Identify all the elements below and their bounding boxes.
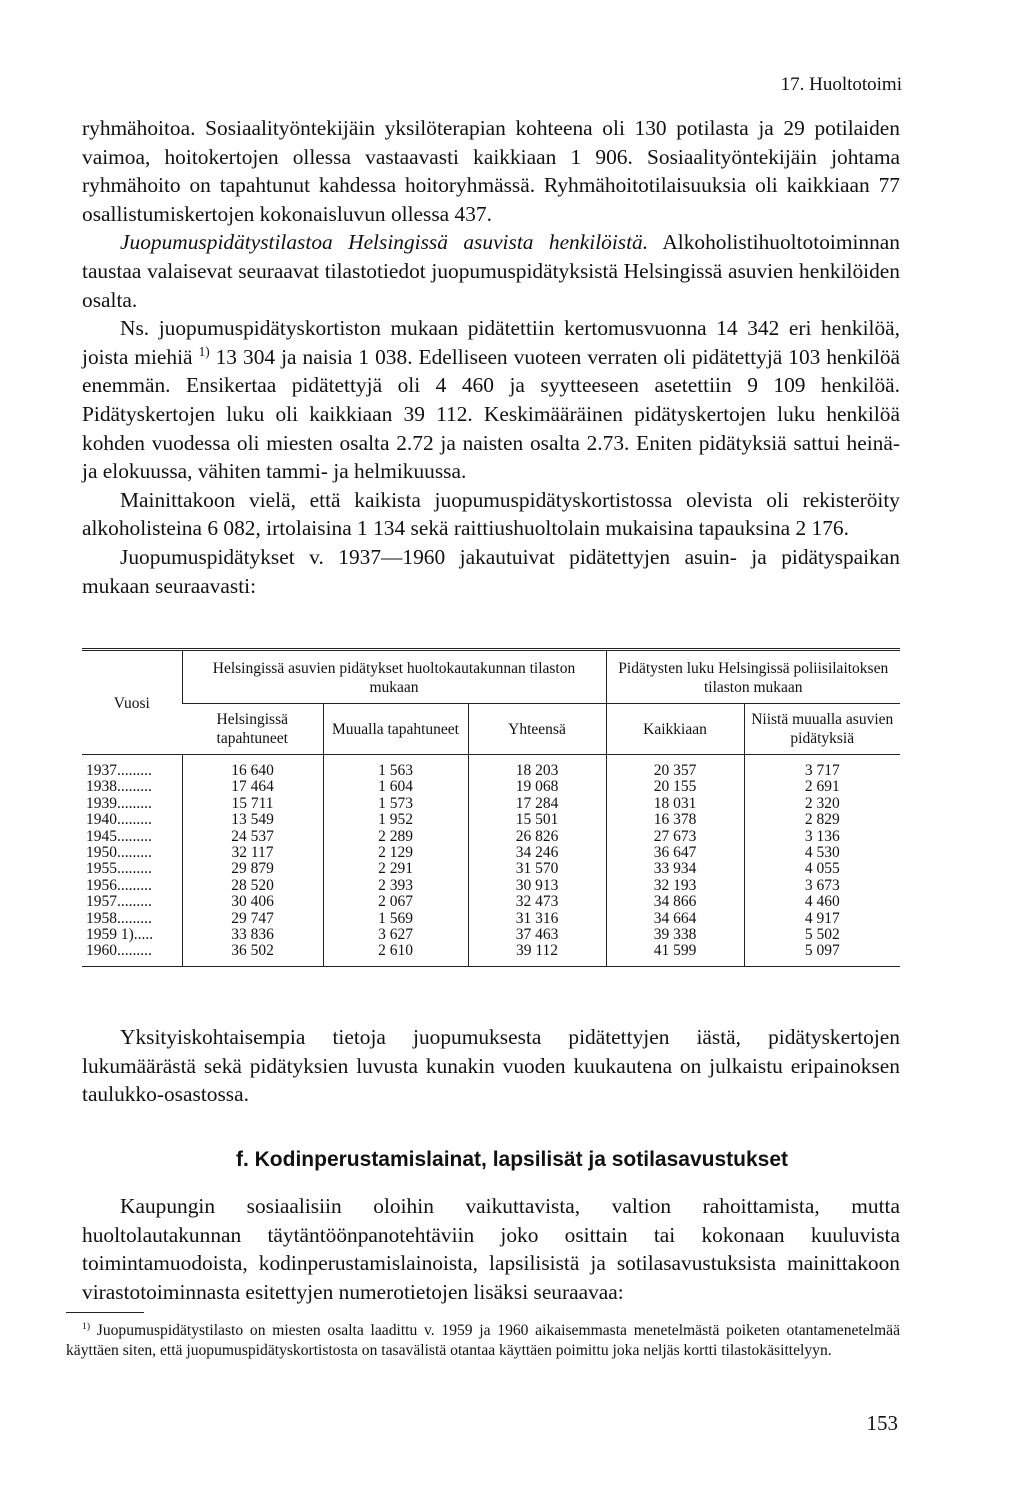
cell-elsewhere: 1 573 — [323, 796, 468, 812]
cell-elsewhere: 1 604 — [323, 779, 468, 795]
cell-helsinki: 16 640 — [182, 755, 323, 780]
cell-all: 27 673 — [606, 829, 744, 845]
paragraph-2 — [82, 228, 900, 314]
table-row — [82, 894, 900, 910]
table-row — [82, 755, 900, 780]
cell-year — [82, 779, 182, 795]
cell-nonresident: 2 829 — [744, 812, 900, 828]
running-head: 17. Huoltotoimi — [780, 74, 902, 95]
cell-all: 20 155 — [606, 779, 744, 795]
paragraph-6: Yksityiskohtaisempia tietoja juopumuksesta pidätettyjen iästä, pidätyskertojen lukumäärästä sekä pidätyksien luvusta kunakin vuoden kuukautena on julkaistu eripainoksen taulukko-osastossa. — [82, 1025, 900, 1107]
cell-total: 31 316 — [468, 911, 606, 927]
section-heading: f. Kodinperustamislainat, lapsilisät ja sotilasavustukset — [235, 1148, 788, 1171]
table-row — [82, 812, 900, 828]
year-label: 1955 — [86, 860, 117, 878]
footnote-rule — [66, 1312, 144, 1313]
footnote-text: Juopumuspidätystilasto on miesten osalta laadittu v. 1959 ja 1960 aikaisemmasta menetelmästä poiketen otantamenetelmää käyttäen siten, että juopumuspidätyskortistosta on tasavälistä otantaa käyttäen poimittu joka neljäs kortti tilastokäsittelyyn. — [66, 1322, 900, 1359]
cell-total: 34 246 — [468, 845, 606, 861]
paragraph-3-a: Ns. juopumuspidätyskortiston mukaan pidätettiin kertomusvuonna 14 342 eri henkilöä, joista miehiä — [82, 316, 900, 369]
cell-total: 26 826 — [468, 829, 606, 845]
cell-total: 39 112 — [468, 943, 606, 965]
cell-helsinki: 29 747 — [182, 911, 323, 927]
cell-all: 18 031 — [606, 796, 744, 812]
leader-dots: ......... — [117, 909, 152, 927]
cell-year — [82, 812, 182, 828]
paragraph-3-b: 13 304 ja naisia 1 038. Edelliseen vuoteen verraten oli pidätettyjä 103 henkilöä enemmän. Ensikertaa pidätettyjä oli 4 460 ja syytteeseen asetettiin 9 109 henkilöä. Pidätyskertojen luku oli kaikkiaan 39 112. Keskimääräinen pidätyskertojen luku henkilöä kohden vuodessa oli miesten osalta 2.72 ja naisten osalta 2.73. Eniten pidätyksiä sattui heinä- ja elokuussa, vähiten tammi- ja helmikuussa. — [82, 344, 901, 484]
cell-all: 34 664 — [606, 911, 744, 927]
year-label: 1938 — [86, 778, 117, 796]
cell-nonresident: 2 320 — [744, 796, 900, 812]
cell-total: 32 473 — [468, 894, 606, 910]
year-label: 1950 — [86, 844, 117, 862]
cell-nonresident: 4 530 — [744, 845, 900, 861]
footnote — [66, 1321, 900, 1361]
cell-year — [82, 829, 182, 845]
leader-dots: ......... — [117, 762, 152, 779]
paragraph-7: Kaupungin sosiaalisiin oloihin vaikuttavista, valtion rahoittamista, mutta huoltolautakunnan täytäntöönpanotehtäviin joko osittain tai kokonaan kuuluvista toimintamuodoista, kodinperustamislainoista, lapsilisistä ja sotilasavustuksista mainittakoon virastotoiminnasta esitettyjen numerotietojen lisäksi seuraavaa: — [82, 1194, 900, 1304]
cell-nonresident: 3 673 — [744, 878, 900, 894]
cell-elsewhere: 2 067 — [323, 894, 468, 910]
table-row — [82, 878, 900, 894]
cell-nonresident: 4 460 — [744, 894, 900, 910]
cell-total: 17 284 — [468, 796, 606, 812]
leader-dots: ......... — [117, 876, 152, 894]
page-number: 153 — [866, 1411, 898, 1435]
cell-helsinki: 28 520 — [182, 878, 323, 894]
year-label: 1957 — [86, 893, 117, 911]
leader-dots: ......... — [117, 827, 152, 845]
cell-all: 16 378 — [606, 812, 744, 828]
header-group-1: Helsingissä asuvien pidätykset huoltokautakunnan tilaston mukaan — [182, 650, 606, 704]
cell-all: 41 599 — [606, 943, 744, 965]
leader-dots: ......... — [117, 794, 152, 812]
cell-nonresident: 5 097 — [744, 943, 900, 965]
body-text-top — [82, 114, 900, 600]
body-text-section — [82, 1192, 900, 1306]
table-row — [82, 779, 900, 795]
cell-elsewhere: 2 291 — [323, 861, 468, 877]
footnote-mark: 1) — [82, 1320, 91, 1332]
cell-year — [82, 878, 182, 894]
year-label: 1959 1) — [86, 926, 134, 944]
leader-dots: ......... — [117, 942, 152, 960]
paragraph-3 — [82, 314, 900, 486]
cell-total: 37 463 — [468, 927, 606, 943]
cell-nonresident: 2 691 — [744, 779, 900, 795]
year-label: 1940 — [86, 811, 117, 829]
cell-helsinki: 17 464 — [182, 779, 323, 795]
cell-all: 36 647 — [606, 845, 744, 861]
cell-helsinki: 24 537 — [182, 829, 323, 845]
leader-dots: ......... — [117, 778, 152, 796]
header-total: Yhteensä — [468, 704, 606, 755]
cell-elsewhere: 2 129 — [323, 845, 468, 861]
table-row — [82, 943, 900, 965]
cell-year — [82, 861, 182, 877]
cell-nonresident: 3 136 — [744, 829, 900, 845]
year-label: 1939 — [86, 794, 117, 812]
cell-year — [82, 755, 182, 780]
cell-all: 33 934 — [606, 861, 744, 877]
cell-helsinki: 29 879 — [182, 861, 323, 877]
paragraph-2-text: Alkoholistihuoltotoiminnan taustaa valaisevat seuraavat tilastotiedot juopumuspidätyksistä Helsingissä asuvien henkilöiden osalta. — [82, 230, 900, 312]
year-label: 1937 — [86, 762, 117, 779]
statistics-table-wrap — [82, 648, 900, 967]
cell-helsinki: 36 502 — [182, 943, 323, 965]
header-helsinki: Helsingissä tapahtuneet — [182, 704, 323, 755]
cell-year — [82, 927, 182, 943]
header-all: Kaikkiaan — [606, 704, 744, 755]
table-row — [82, 927, 900, 943]
leader-dots: ......... — [117, 893, 152, 911]
cell-all: 32 193 — [606, 878, 744, 894]
cell-helsinki: 32 117 — [182, 845, 323, 861]
table-row — [82, 829, 900, 845]
cell-year — [82, 845, 182, 861]
header-elsewhere: Muualla tapahtuneet — [323, 704, 468, 755]
cell-nonresident: 4 055 — [744, 861, 900, 877]
cell-all: 39 338 — [606, 927, 744, 943]
cell-all: 20 357 — [606, 755, 744, 780]
table-bottom-rule — [82, 966, 900, 967]
cell-helsinki: 13 549 — [182, 812, 323, 828]
cell-helsinki: 30 406 — [182, 894, 323, 910]
cell-year — [82, 894, 182, 910]
statistics-table — [82, 648, 900, 966]
paragraph-2-heading: Juopumuspidätystilastoa Helsingissä asuvista henkilöistä. — [120, 230, 649, 255]
cell-elsewhere: 2 610 — [323, 943, 468, 965]
table-body — [82, 755, 900, 966]
cell-helsinki: 33 836 — [182, 927, 323, 943]
leader-dots: ......... — [117, 860, 152, 878]
cell-nonresident: 3 717 — [744, 755, 900, 780]
paragraph-5: Juopumuspidätykset v. 1937—1960 jakautuivat pidätettyjen asuin- ja pidätyspaikan mukaan seuraavasti: — [82, 544, 900, 598]
header-nonresident: Niistä muualla asuvien pidätyksiä — [744, 704, 900, 755]
cell-year — [82, 943, 182, 965]
year-label: 1960 — [86, 942, 117, 960]
header-group-2: Pidätysten luku Helsingissä poliisilaitoksen tilaston mukaan — [606, 650, 900, 704]
year-label: 1958 — [86, 909, 117, 927]
cell-nonresident: 4 917 — [744, 911, 900, 927]
cell-elsewhere: 3 627 — [323, 927, 468, 943]
cell-year — [82, 911, 182, 927]
leader-dots: ......... — [117, 844, 152, 862]
leader-dots: ..... — [133, 926, 154, 944]
cell-elsewhere: 1 563 — [323, 755, 468, 780]
table-row — [82, 861, 900, 877]
cell-elsewhere: 2 393 — [323, 878, 468, 894]
paragraph-1: ryhmähoitoa. Sosiaalityöntekijäin yksilöterapian kohteena oli 130 potilasta ja 29 potilaiden vaimoa, hoitokertojen ollessa vastaavasti kaikkiaan 1 906. Sosiaalityöntekijäin johtama ryhmähoito on tapahtunut kahdessa hoitoryhmässä. Ryhmähoitotilaisuuksia oli kaikkiaan 77 osallistumiskertojen kokonaisluvun ollessa 437. — [82, 116, 900, 226]
cell-total: 30 913 — [468, 878, 606, 894]
cell-elsewhere: 1 569 — [323, 911, 468, 927]
cell-elsewhere: 1 952 — [323, 812, 468, 828]
cell-total: 18 203 — [468, 755, 606, 780]
cell-total: 31 570 — [468, 861, 606, 877]
cell-total: 15 501 — [468, 812, 606, 828]
cell-total: 19 068 — [468, 779, 606, 795]
cell-all: 34 866 — [606, 894, 744, 910]
cell-nonresident: 5 502 — [744, 927, 900, 943]
paragraph-4: Mainittakoon vielä, että kaikista juopumuspidätyskortistossa olevista oli rekisteröity alkoholisteina 6 082, irtolaisina 1 134 sekä raittiushuoltolain mukaisina tapauksina 2 176. — [82, 487, 900, 541]
table-row — [82, 845, 900, 861]
cell-year — [82, 796, 182, 812]
year-label: 1956 — [86, 876, 117, 894]
table-row — [82, 796, 900, 812]
header-year: Vuosi — [113, 695, 150, 712]
leader-dots: ......... — [117, 811, 152, 829]
footnote-ref: 1) — [198, 343, 210, 359]
body-text-after-table — [82, 1023, 900, 1109]
table-row — [82, 911, 900, 927]
year-label: 1945 — [86, 827, 117, 845]
cell-elsewhere: 2 289 — [323, 829, 468, 845]
cell-helsinki: 15 711 — [182, 796, 323, 812]
